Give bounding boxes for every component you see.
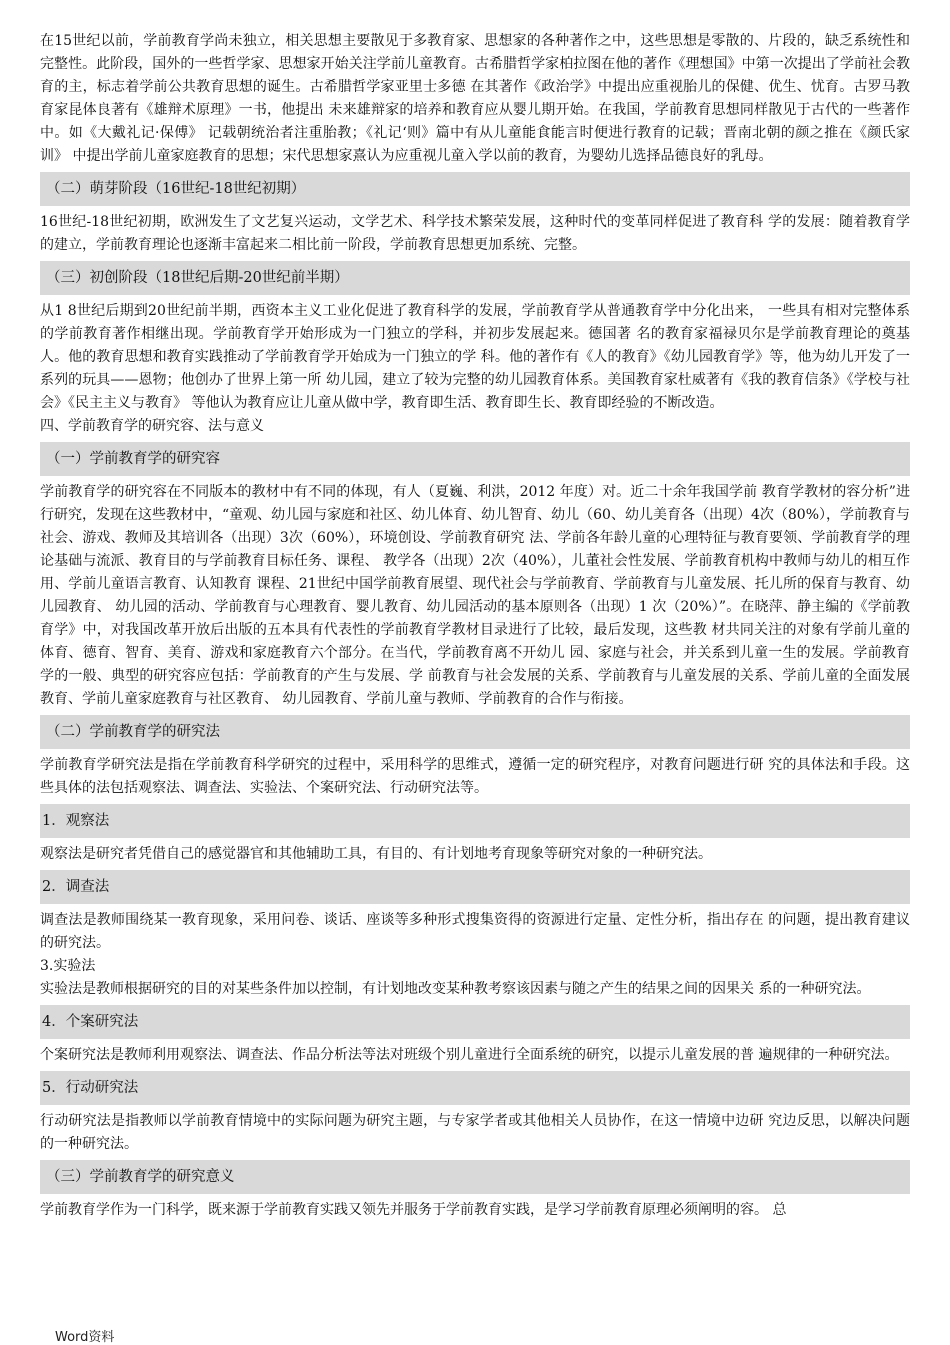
heading-section-four: 四、学前教育学的研究容、法与意义 <box>40 418 264 434</box>
heading-case-study: 4．个案研究法 <box>40 1005 910 1039</box>
paragraph-survey: 调查法是教师围绕某一教育现象，采用问卷、谈话、座谈等多种形式搜集资得的资源进行定量、定性分析，指出存在 的问题，提出教育建议的研究法。 <box>40 912 910 951</box>
heading-research-content: （一）学前教育学的研究容 <box>40 442 910 476</box>
paragraph-research-content: 学前教育学的研究容在不同版本的教材中有不同的体现，有人（夏巍、利洪，2012 年度）对。近二十余年我国学前 教育学教材的容分析”进行研究，发现在这些教材中，“童观、幼儿园与家庭和社区、幼儿体育、幼儿智育、幼儿（60、幼儿美育各（出现）4次（80%），学前教育与社会、游戏、教师及其培训各（出现）3次（60%），环境创设、学前教育研究 法、学前各年龄儿童的心理特征与教育要领、学前教育学的理论基础与流派、教育目的与学前教育目标任务、课程、 教学各（出现）2次（40%），儿董社会性发展、学前教育机构中教师与幼儿的相互作用、学前儿童语言教育、认知教育 课程、21世纪中国学前教育展望、现代社会与学前教育、学前教育与儿童发展、托儿所的保育与教育、幼儿园教育、 幼儿园的活动、学前教育与心理教育、婴儿教育、幼儿园活动的基本原则各（出现）1 次（20%）”。在晓萍、静主编的《学前教育学》中，对我国改革开放后出版的五本具有代表性的学前教育学教材目录进行了比较，最后发现，这些教 材共同关注的对象有学前儿童的体育、德育、智育、美育、游戏和家庭教育六个部分。在当代，学前教育离不开幼儿 园、家庭与社会，并关系到儿童一生的发展。学前教育学的一般、典型的研究容应包括：学前教育的产生与发展、学 前教育与社会发展的关系、学前教育与儿童发展的关系、学前儿童的全面发展教育、学前儿童家庭教育与社区教育、 幼儿园教育、学前儿童与教师、学前教育的合作与衔接。 <box>40 484 910 707</box>
heading-research-method: （二）学前教育学的研究法 <box>40 715 910 749</box>
heading-initial-stage: （三）初创阶段（18世纪后期-20世纪前半期） <box>40 261 910 295</box>
heading-experiment: 3.实验法 <box>40 958 96 974</box>
heading-action-research: 5．行动研究法 <box>40 1071 910 1105</box>
paragraph-initial-stage: 从1 8世纪后期到20世纪前半期，西资本主义工业化促进了教育科学的发展，学前教育学从普通教育学中分化出来， 一些具有相对完整体系的学前教育著作相继出现。学前教育学开始形成为一门独立的学科，并初步发展起来。德国著 名的教育家福禄贝尔是学前教育理论的奠基人。他的教育思想和教育实践推动了学前教育学开始成为一门独立的学 科。他的著作有《人的教育》《幼儿园教育学》等，他为幼儿开发了一系列的玩具——恩物；他创办了世界上第一所 幼儿园，建立了较为完整的幼儿园教育体系。美国教育家杜威著有《我的教育信条》《学校与社会》《民主主义与教育》 等他认为教育应让儿童从做中学，教育即生活、教育即生长、教育即经验的不断改造。 <box>40 303 910 411</box>
heading-observation: 1．观察法 <box>40 804 910 838</box>
paragraph-research-method: 学前教育学研究法是指在学前教育科学研究的过程中，采用科学的思维式，遵循一定的研究程序，对教育问题进行研 究的具体法和手段。这些具体的法包括观察法、调查法、实验法、个案研究法、行动研究法等。 <box>40 757 910 796</box>
paragraph-research-meaning: 学前教育学作为一门科学，既来源于学前教育实践又领先并服务于学前教育实践，是学习学前教育原理必须阐明的容。 总 <box>40 1202 787 1218</box>
document-page <box>40 30 910 1222</box>
paragraph-action-research: 行动研究法是指教师以学前教育情境中的实际问题为研究主题，与专家学者或其他相关人员协作，在这一情境中边研 究边反思，以解决问题的一种研究法。 <box>40 1113 910 1152</box>
heading-survey: 2．调查法 <box>40 870 910 904</box>
heading-sprout-stage: （二）萌芽阶段（16世纪-18世纪初期） <box>40 172 910 206</box>
paragraph-experiment: 实验法是教师根据研究的目的对某些条件加以控制，有计划地改变某种教考察该因素与随之产生的结果之间的因果关 系的一种研究法。 <box>40 981 871 997</box>
paragraph-case-study: 个案研究法是教师利用观察法、调查法、作品分析法等法对班级个别儿童进行全面系统的研究，以提示儿童发展的普 遍规律的一种研究法。 <box>40 1047 899 1063</box>
paragraph-observation: 观察法是研究者凭借自己的感觉器官和其他辅助工具，有目的、有计划地考育现象等研究对象的一种研究法。 <box>40 846 712 862</box>
paragraph-sprout-stage: 16世纪-18世纪初期，欧洲发生了文艺复兴运动，文学艺术、科学技术繁荣发展，这种时代的变革同样促进了教育科 学的发展：随着教育学的建立，学前教育理论也逐渐丰富起来二相比前一阶段，学前教育思想更加系统、完整。 <box>40 214 910 253</box>
footer-label: Word资料 <box>55 1330 115 1345</box>
paragraph-pre-15th-century: 在15世纪以前，学前教育学尚未独立，相关思想主要散见于多教育家、思想家的各种著作之中，这些思想是零散的、片段的，缺乏系统性和完整性。此阶段，国外的一些哲学家、思想家开始关注学前儿童教育。古希腊哲学家柏拉图在他的著作《理想国》中第一次提出了学前社会教育的主，标志着学前公共教育思想的诞生。古希腊哲学家亚里士多德 在其著作《政治学》中提出应重视胎儿的保健、优生、忧育。古罗马教育家昆体良著有《雄辩术原理》一书，他提出 未来雄辩家的培养和教育应从婴儿期开始。在我国，学前教育思想同样散见于古代的一些著作中。如《大戴礼记·保傅》 记载朝统治者注重胎教；《礼记‘则》篇中有从儿童能食能言时便进行教育的记载；晋南北朝的颜之推在《颜氏家训》 中提出学前儿童家庭教育的思想；宋代思想家熹认为应重视儿童入学以前的教育，为婴幼儿选择品德良好的乳母。 <box>40 33 910 164</box>
heading-research-meaning: （三）学前教育学的研究意义 <box>40 1160 910 1194</box>
